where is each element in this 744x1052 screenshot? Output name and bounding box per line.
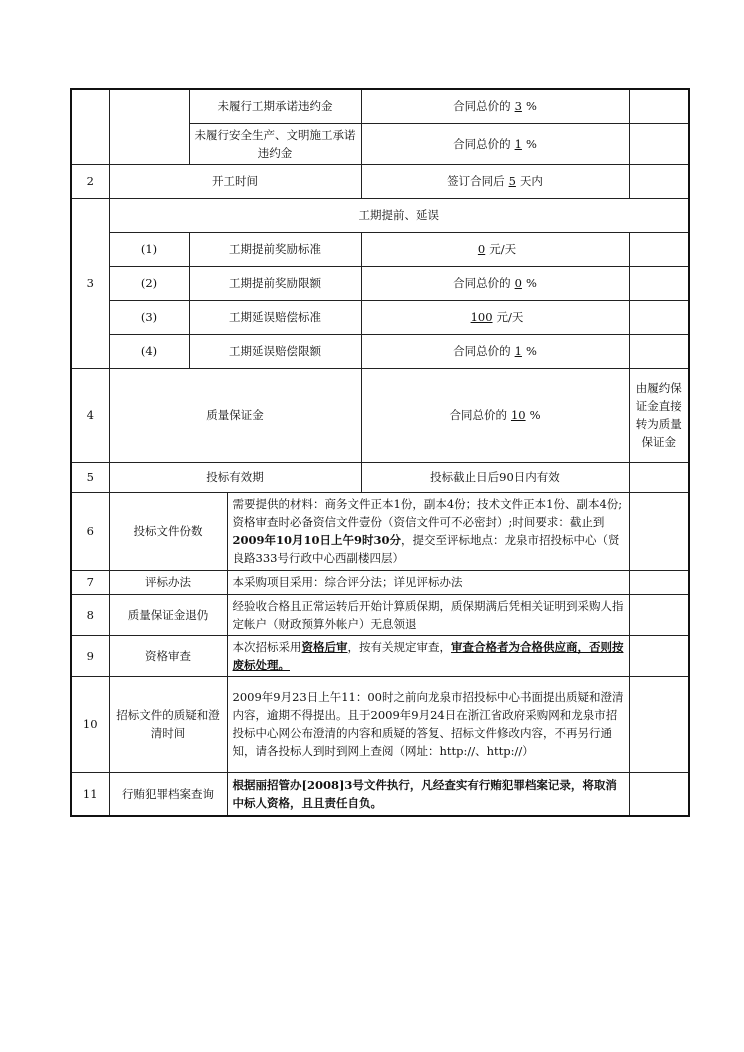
item-value: 2009年9月23日上午11：00时之前向龙泉市招投标中心书面提出质疑和澄清内容，逾期不得提出。且于2009年9月24日在浙江省政府采购网和龙泉市招投标中心网公布澄清的内容和质疑的答复、招标文件修改内容，不再另行通知，请各投标人到时到网上查阅（网址：http://、http://） bbox=[227, 676, 629, 772]
item-value: 签订合同后 5 天内 bbox=[361, 164, 629, 198]
table-row bbox=[71, 300, 689, 334]
item-value: 合同总价的 1 % bbox=[361, 123, 629, 164]
table-row bbox=[71, 492, 689, 570]
table-row bbox=[71, 368, 689, 462]
item-label: 工期提前奖励限额 bbox=[189, 266, 361, 300]
item-label: 未履行安全生产、文明施工承诺违约金 bbox=[189, 123, 361, 164]
remark-cell bbox=[629, 89, 689, 123]
row-number: 7 bbox=[71, 570, 109, 594]
remark-cell bbox=[629, 772, 689, 816]
table-row bbox=[71, 570, 689, 594]
item-label: 投标有效期 bbox=[109, 462, 361, 492]
sub-index: (2) bbox=[109, 266, 189, 300]
remark-cell bbox=[629, 123, 689, 164]
table-row bbox=[71, 164, 689, 198]
item-label: 质量保证金 bbox=[109, 368, 361, 462]
row-number-cell bbox=[71, 89, 109, 164]
row-number: 10 bbox=[71, 676, 109, 772]
remark-cell bbox=[629, 164, 689, 198]
remark-cell bbox=[629, 570, 689, 594]
row-number: 5 bbox=[71, 462, 109, 492]
table-row bbox=[71, 462, 689, 492]
remark-cell bbox=[629, 266, 689, 300]
remark-note: 由履约保证金直接转为质量保证金 bbox=[629, 368, 689, 462]
remark-cell bbox=[629, 676, 689, 772]
remark-cell bbox=[629, 334, 689, 368]
table-row bbox=[71, 676, 689, 772]
row-number: 6 bbox=[71, 492, 109, 570]
section-header: 工期提前、延误 bbox=[109, 198, 689, 232]
item-value: 需要提供的材料：商务文件正本1份，副本4份；技术文件正本1份、副本4份;资格审查时必备资信文件壹份（资信文件可不必密封）;时间要求：截止到2009年10月10日上午9时30分，提交至评标地点：龙泉市招投标中心（贤良路333号行政中心西副楼四层） bbox=[227, 492, 629, 570]
item-label: 招标文件的质疑和澄清时间 bbox=[109, 676, 227, 772]
row-number: 8 bbox=[71, 594, 109, 635]
item-value: 投标截止日后90日内有效 bbox=[361, 462, 629, 492]
remark-cell bbox=[629, 232, 689, 266]
item-value: 经验收合格且正常运转后开始计算质保期，质保期满后凭相关证明到采购人指定帐户（财政预算外帐户）无息领退 bbox=[227, 594, 629, 635]
item-label: 未履行工期承诺违约金 bbox=[189, 89, 361, 123]
item-label: 资格审查 bbox=[109, 635, 227, 676]
table-row bbox=[71, 334, 689, 368]
item-value: 合同总价的 0 % bbox=[361, 266, 629, 300]
remark-cell bbox=[629, 594, 689, 635]
item-label: 工期延误赔偿限额 bbox=[189, 334, 361, 368]
tender-terms-table bbox=[70, 88, 690, 817]
remark-cell bbox=[629, 300, 689, 334]
sub-index: (4) bbox=[109, 334, 189, 368]
item-value: 合同总价的 3 % bbox=[361, 89, 629, 123]
remark-cell bbox=[629, 492, 689, 570]
row-number: 11 bbox=[71, 772, 109, 816]
item-value: 合同总价的 10 % bbox=[361, 368, 629, 462]
table-row bbox=[71, 635, 689, 676]
sub-index: (1) bbox=[109, 232, 189, 266]
blank-cell bbox=[109, 89, 189, 164]
item-label: 行贿犯罪档案查询 bbox=[109, 772, 227, 816]
table-row bbox=[71, 198, 689, 232]
item-label: 质量保证金退仍 bbox=[109, 594, 227, 635]
item-label: 投标文件份数 bbox=[109, 492, 227, 570]
item-label: 评标办法 bbox=[109, 570, 227, 594]
remark-cell bbox=[629, 635, 689, 676]
table-row bbox=[71, 266, 689, 300]
item-label: 开工时间 bbox=[109, 164, 361, 198]
remark-cell bbox=[629, 462, 689, 492]
table-row bbox=[71, 594, 689, 635]
item-value: 本采购项目采用：综合评分法；详见评标办法 bbox=[227, 570, 629, 594]
item-value: 0 元/天 bbox=[361, 232, 629, 266]
item-value: 本次招标采用资格后审，按有关规定审查，审查合格者为合格供应商，否则按废标处理。 bbox=[227, 635, 629, 676]
item-label: 工期延误赔偿标准 bbox=[189, 300, 361, 334]
table-row bbox=[71, 89, 689, 123]
row-number: 3 bbox=[71, 198, 109, 368]
row-number: 9 bbox=[71, 635, 109, 676]
item-value: 根据丽招管办[2008]3号文件执行，凡经查实有行贿犯罪档案记录，将取消中标人资格，且且责任自负。 bbox=[227, 772, 629, 816]
row-number: 4 bbox=[71, 368, 109, 462]
item-value: 合同总价的 1 % bbox=[361, 334, 629, 368]
row-number: 2 bbox=[71, 164, 109, 198]
table-row bbox=[71, 772, 689, 816]
table-row bbox=[71, 232, 689, 266]
item-value: 100 元/天 bbox=[361, 300, 629, 334]
sub-index: (3) bbox=[109, 300, 189, 334]
item-label: 工期提前奖励标准 bbox=[189, 232, 361, 266]
